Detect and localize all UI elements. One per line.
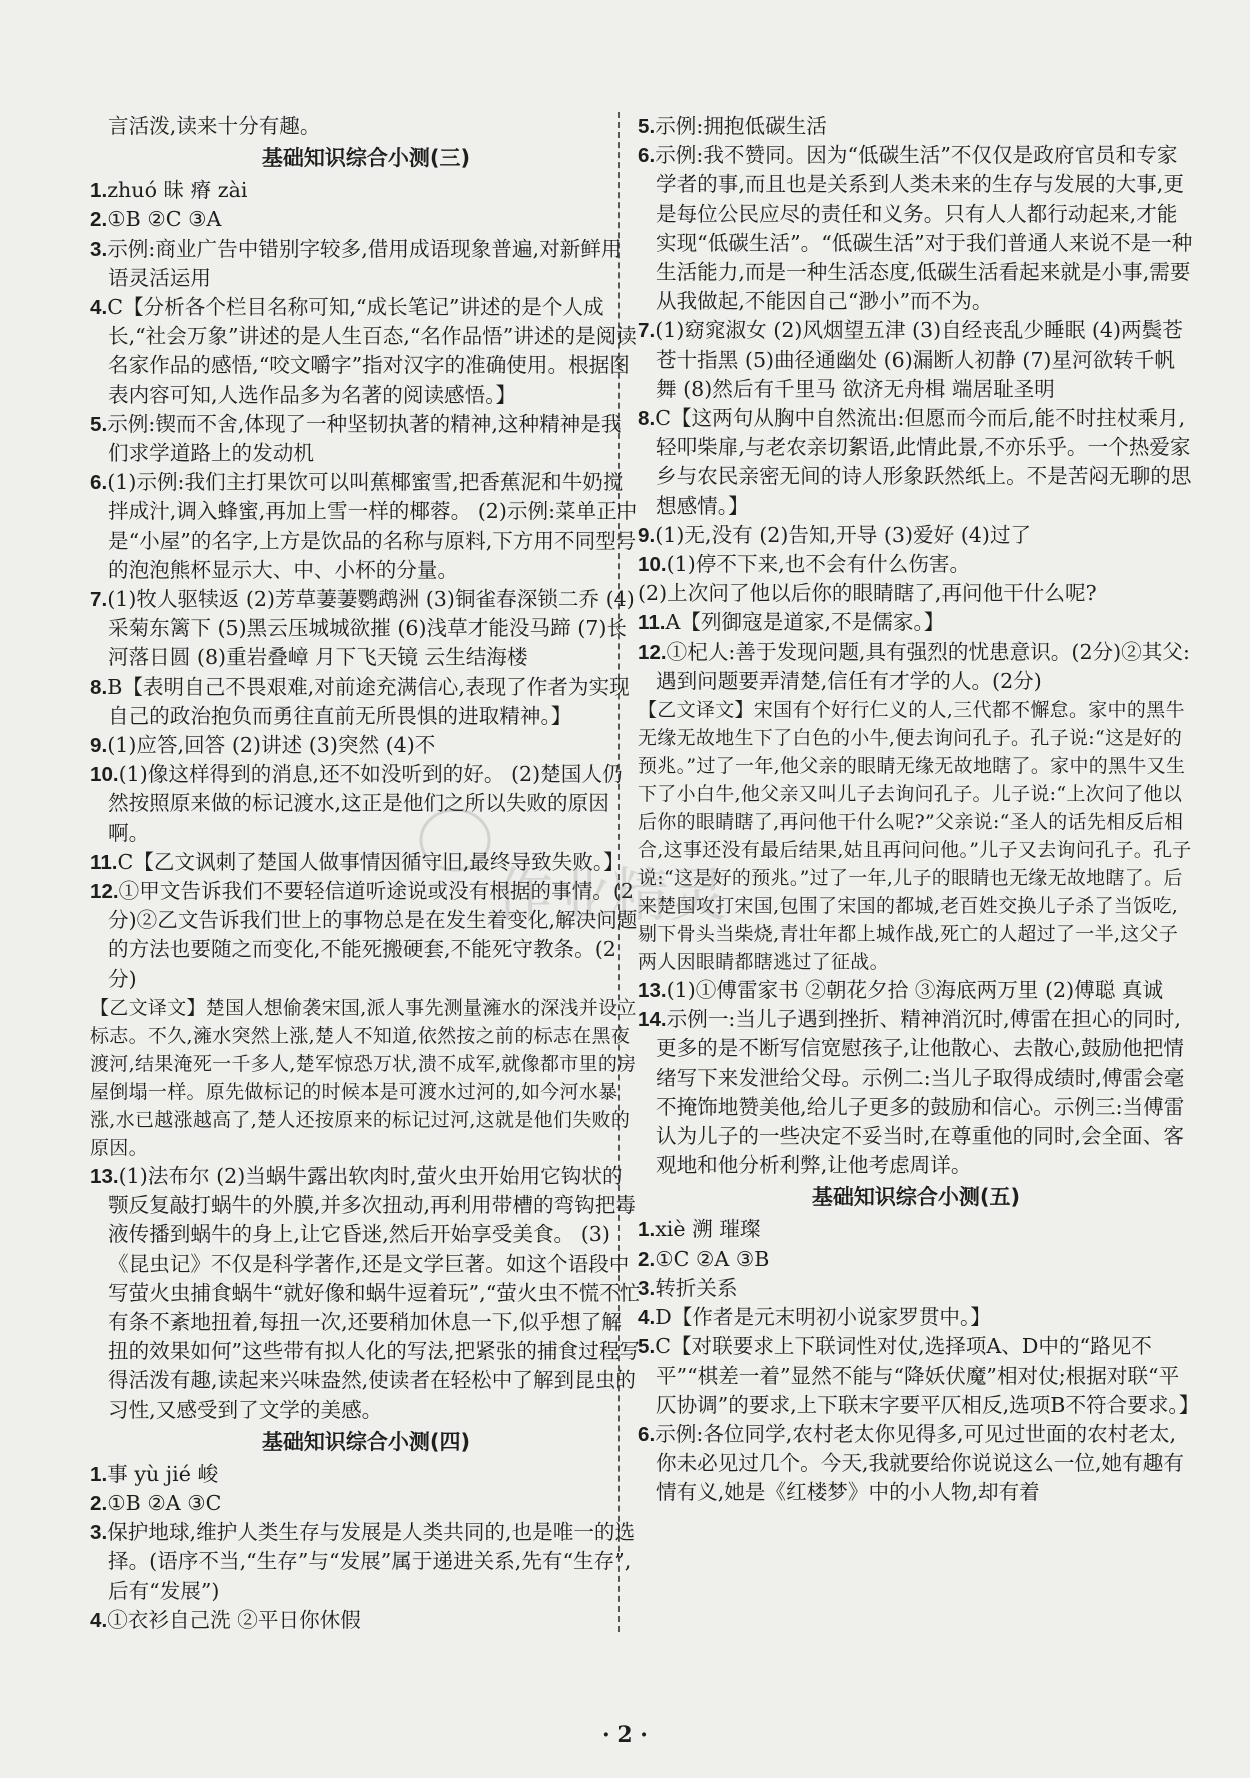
item-text: C【乙文讽刺了楚国人做事情因循守旧,最终导致失败。】 (117, 849, 624, 874)
item-text: 示例:拥抱低碳生活 (655, 114, 827, 138)
item-number: 3. (90, 1521, 108, 1545)
section-title-5: 基础知识综合小测(五) (811, 1185, 1021, 1210)
item-text: C【分析各个栏目名称可知,“成长笔记”讲述的是个人成长,“社会万象”讲述的是人生百态,“名作品悟”讲述的是阅读名家作品的感悟,“咬文嚼字”指对汉字的准确使用。根据图表内容可知,人选作品多为名著的阅读感悟。】 (107, 295, 637, 407)
item-text: (2)上次问了他以后你的眼睛瞎了,再问他干什么呢? (638, 581, 1097, 606)
item-text: C【这两句从胸中自然流出:但愿而今而后,能不时拄杖乘月,轻叩柴扉,与老农亲切絮语,此情此景,不亦乐乎。一个热爱家乡与农民亲密无间的诗人形象跃然纸上。不是苦闷无聊的思想感情。】 (655, 406, 1192, 518)
answer-item (90, 731, 642, 760)
item-text: ①衣衫自己洗 ②平日你休假 (107, 1607, 361, 1632)
item-number: 6. (638, 1422, 656, 1446)
item-text: 示例:我不赞同。因为“低碳生活”不仅仅是政府官员和专家学者的事,而且也是关系到人类未来的生存与发展的大事,更是每位公民应尽的责任和义务。只有人人都行动起来,才能实现“低碳生活”。“低碳生活”对于我们普通人来说不是一种生活能力,而是一种生活态度,低碳生活看起来就是小事,需要从我做起,不能因自己“渺小”而不为。 (655, 143, 1193, 314)
item-text: 转折关系 (655, 1275, 738, 1300)
section-4-list (90, 1460, 642, 1635)
answer-item (638, 316, 1194, 404)
item-number: 9. (90, 734, 108, 758)
item-number: 4. (638, 1306, 656, 1330)
item-number: 5. (638, 115, 656, 138)
intro-text: 言活泼,读来十分有趣。 (108, 114, 321, 138)
stamp-text: 作业精灵 (495, 861, 728, 929)
item-text: ①杞人:善于发现问题,具有强烈的忧患意识。(2分)②其父:遇到问题要弄清楚,信任有才学的人。(2分) (656, 639, 1190, 693)
item-text: 事 yù jié 峻 (107, 1461, 219, 1486)
item-text: 示例:商业广告中错别字较多,借用成语现象普遍,对新鲜用语灵活运用 (107, 236, 622, 290)
answer-item (638, 1245, 1194, 1274)
answer-item (90, 1162, 642, 1425)
item-text: (1)停不下来,也不会有什么伤害。 (666, 552, 971, 577)
item-text: (1)牧人驱犊返 (2)芳草萋萋鹦鹉洲 (3)铜雀春深锁二乔 (4)采菊东篱下 (5)黑云压城城欲摧 (6)浅草才能没马蹄 (7)长河落日圆 (8)重岩叠嶂 月下飞天镜 云生结海楼 (107, 587, 635, 670)
item-number: 2. (90, 1491, 108, 1515)
answer-item (90, 235, 642, 293)
item-number: 2. (90, 208, 108, 232)
answer-item (90, 1489, 642, 1518)
answer-item (90, 293, 642, 410)
section-title-4: 基础知识综合小测(四) (261, 1429, 471, 1454)
item-number: 3. (638, 1276, 656, 1300)
item-text: A【列御寇是道家,不是儒家。】 (665, 610, 945, 635)
item-text: ①B ②A ③C (107, 1490, 222, 1515)
item-number: 14. (638, 1008, 667, 1032)
item-text: (1)①傅雷家书 ②朝花夕拾 ③海底两万里 (2)傅聪 真诚 (666, 978, 1164, 1003)
answer-item (90, 877, 642, 994)
page-number: · 2 · (602, 1722, 648, 1748)
section-3-list-b (90, 1162, 642, 1425)
item-text: (1)像这样得到的消息,还不如没听到的好。 (2)楚国人仍然按照原来做的标记渡水,这正是他们之所以失败的原因啊。 (108, 762, 623, 845)
item-text: C【对联要求上下联词性对仗,选择项A、D中的“路见不平”“棋差一着”显然不能与“降妖伏魔”相对仗;根据对联“平仄协调”的要求,上下联末字要平仄相反,选项B不符合要求。】 (655, 1334, 1200, 1417)
item-number: 6. (90, 471, 108, 495)
section-4-list-c (638, 112, 1194, 696)
right-column (638, 112, 1200, 1508)
answer-item (90, 1460, 642, 1489)
answer-item (90, 1518, 642, 1606)
answer-item (90, 205, 642, 234)
answer-item (90, 848, 642, 877)
item-number: 3. (90, 237, 108, 261)
translation-text: 【乙文译文】宋国有个好行仁义的人,三代都不懈怠。家中的黑牛无缘无故地生下了白色的小牛,便去询问孔子。孔子说:“这是好的预兆。”过了一年,他父亲的眼睛无缘无故地瞎了。家中的黑牛又生下了小白牛,他父亲又叫儿子去询问孔子。儿子说:“上次问了他以后你的眼睛瞎了,再问他干什么呢?”父亲说:“圣人的话先相反后相合,这事还没有最后结果,姑且再问问他。”儿子又去询问孔子。孔子说:“这是好的预兆。”过了一年,儿子的眼睛也无缘无故地瞎了。后来楚国攻打宋国,包围了宋国的都城,老百姓交换儿子杀了当饭吃,剔下骨头当柴烧,青壮年都上城作战,死亡的人超过了一半,这父子两人因眼睛都瞎逃过了征战。 (638, 699, 1192, 974)
item-number: 6. (638, 144, 656, 168)
item-number: 1. (90, 179, 108, 203)
item-number: 12. (638, 640, 667, 664)
answer-item (638, 1274, 1194, 1303)
answer-item (90, 760, 642, 848)
answer-item (90, 468, 642, 585)
item-number: 10. (638, 553, 667, 577)
answer-item (638, 1215, 1194, 1244)
answer-item (638, 638, 1194, 696)
item-number: 7. (90, 588, 108, 612)
answer-item (90, 176, 642, 205)
answer-item (90, 1606, 642, 1635)
section-title-3: 基础知识综合小测(三) (261, 146, 471, 171)
answer-item (638, 141, 1194, 316)
section-3-list (90, 176, 642, 994)
answer-item (638, 112, 1194, 141)
item-number: 8. (638, 407, 656, 431)
item-number: 7. (638, 319, 656, 343)
item-number: 2. (638, 1247, 656, 1271)
translation-text: 【乙文译文】楚国人想偷袭宋国,派人事先测量澭水的深浅并设立标志。不久,澭水突然上涨,楚人不知道,依然按之前的标志在黑夜渡河,结果淹死一千多人,楚军惊恐万状,溃不成军,就像都市里的房屋倒塌一样。原先做标记的时候本是可渡水过河的,如今河水暴涨,水已越涨越高了,楚人还按原来的标记过河,这就是他们失败的原因。 (90, 996, 637, 1159)
item-text: zhuó 昧 瘠 zài (107, 178, 248, 203)
item-text: 示例:各位同学,农村老太你见得多,可见过世面的农村老太,你未必见过几个。今天,我就要给你说说这么一位,她有趣有情有义,她是《红楼梦》中的小人物,却有着 (655, 1421, 1184, 1505)
item-number: 13. (638, 979, 667, 1003)
answer-item (90, 410, 642, 468)
answer-item (638, 976, 1194, 1005)
answer-item (638, 521, 1194, 550)
item-number: 5. (638, 1335, 656, 1359)
item-text: B【表明自己不畏艰难,对前途充满信心,表现了作者为实现自己的政治抱负而勇往直前无所畏惧的进取精神。】 (107, 674, 630, 728)
item-text: ①甲文告诉我们不要轻信道听途说或没有根据的事情。(2分)②乙文告诉我们世上的事物总是在发生着变化,解决问题的方法也要随之而变化,不能死搬硬套,不能死守教条。(2分) (108, 879, 638, 991)
answer-item (638, 1005, 1194, 1180)
answer-item (638, 579, 1194, 608)
item-text: (1)法布尔 (2)当蜗牛露出软肉时,萤火虫开始用它钩状的颚反复敲打蜗牛的外膜,并多次扭动,再利用带槽的弯钩把毒液传播到蜗牛的身上,让它昏迷,然后开始享受美食。 (3)《昆虫记》不仅是科学著作,还是文学巨著。如这个语段中写萤火虫捕食蜗牛“就好像和蜗牛逗着玩”,“萤火虫不慌不忙有条不紊地扭着,每扭一次,还要稍加休息一下,似乎想了解扭的效果如何”这些带有拟人化的写法,把紧张的捕食过程写得活泼有趣,读起来兴味盎然,使读者在轻松中了解到昆虫的习性,又感受到了文学的美感。 (108, 1163, 641, 1422)
item-number: 12. (90, 880, 119, 904)
item-text: xiè 溯 璀璨 (655, 1217, 761, 1242)
section-4-list-d (638, 976, 1194, 1180)
item-number: 4. (90, 296, 108, 320)
answer-item (638, 1303, 1194, 1332)
item-number: 10. (90, 763, 119, 787)
item-text: ①C ②A ③B (655, 1246, 770, 1271)
left-column (90, 112, 642, 1635)
item-number: 1. (90, 1462, 108, 1486)
item-text: (1)示例:我们主打果饮可以叫蕉椰蜜雪,把香蕉泥和牛奶搅拌成汁,调入蜂蜜,再加上雪一样的椰蓉。 (2)示例:菜单正中是“小屋”的名字,上方是饮品的名称与原料,下方用不同型号的泡泡熊杯显示大、中、小杯的分量。 (107, 470, 638, 582)
item-number: 8. (90, 675, 108, 699)
item-text: (1)窈窕淑女 (2)风烟望五津 (3)自经丧乱少睡眠 (4)两鬓苍苍十指黑 (5)曲径通幽处 (6)漏断人初静 (7)星河欲转千帆舞 (8)然后有千里马 欲济无舟楫 端居耻圣明 (655, 318, 1183, 401)
answer-item (638, 404, 1194, 521)
section-5-list (638, 1215, 1200, 1507)
item-number: 4. (90, 1608, 108, 1632)
item-number: 1. (638, 1218, 656, 1242)
item-text: (1)应答,回答 (2)讲述 (3)突然 (4)不 (107, 733, 436, 758)
item-text: ①B ②C ③A (107, 207, 222, 232)
item-number: 11. (90, 850, 118, 874)
item-text: 保护地球,维护人类生存与发展是人类共同的,也是唯一的选择。(语序不当,“生存”与“发展”属于递进关系,先有“生存”,后有“发展”) (107, 1520, 636, 1603)
item-number: 11. (638, 611, 666, 635)
item-text: 示例一:当儿子遇到挫折、精神消沉时,傅雷在担心的同时,更多的是不断写信宽慰孩子,让他散心、去散心,鼓励他把情绪写下来发泄给父母。示例二:当儿子取得成绩时,傅雷会毫不掩饰地赞美他,给儿子更多的鼓励和信心。示例三:当傅雷认为儿子的一些决定不妥当时,在尊重他的同时,会全面、客观地和他分析利弊,让他考虑周详。 (656, 1007, 1185, 1178)
item-number: 13. (90, 1164, 119, 1188)
item-text: 示例:锲而不舍,体现了一种坚韧执著的精神,这种精神是我们求学道路上的发动机 (107, 411, 622, 466)
answer-item (638, 550, 1194, 579)
answer-item (638, 1420, 1194, 1508)
answer-item (90, 673, 642, 731)
answer-item (638, 1332, 1200, 1420)
item-number: 9. (638, 523, 656, 547)
item-text: (1)无,没有 (2)告知,开导 (3)爱好 (4)过了 (655, 522, 1032, 547)
answer-item (638, 608, 1194, 637)
answer-item (90, 585, 642, 673)
item-text: D【作者是元末明初小说家罗贯中。】 (655, 1305, 991, 1330)
item-number: 5. (90, 412, 108, 436)
